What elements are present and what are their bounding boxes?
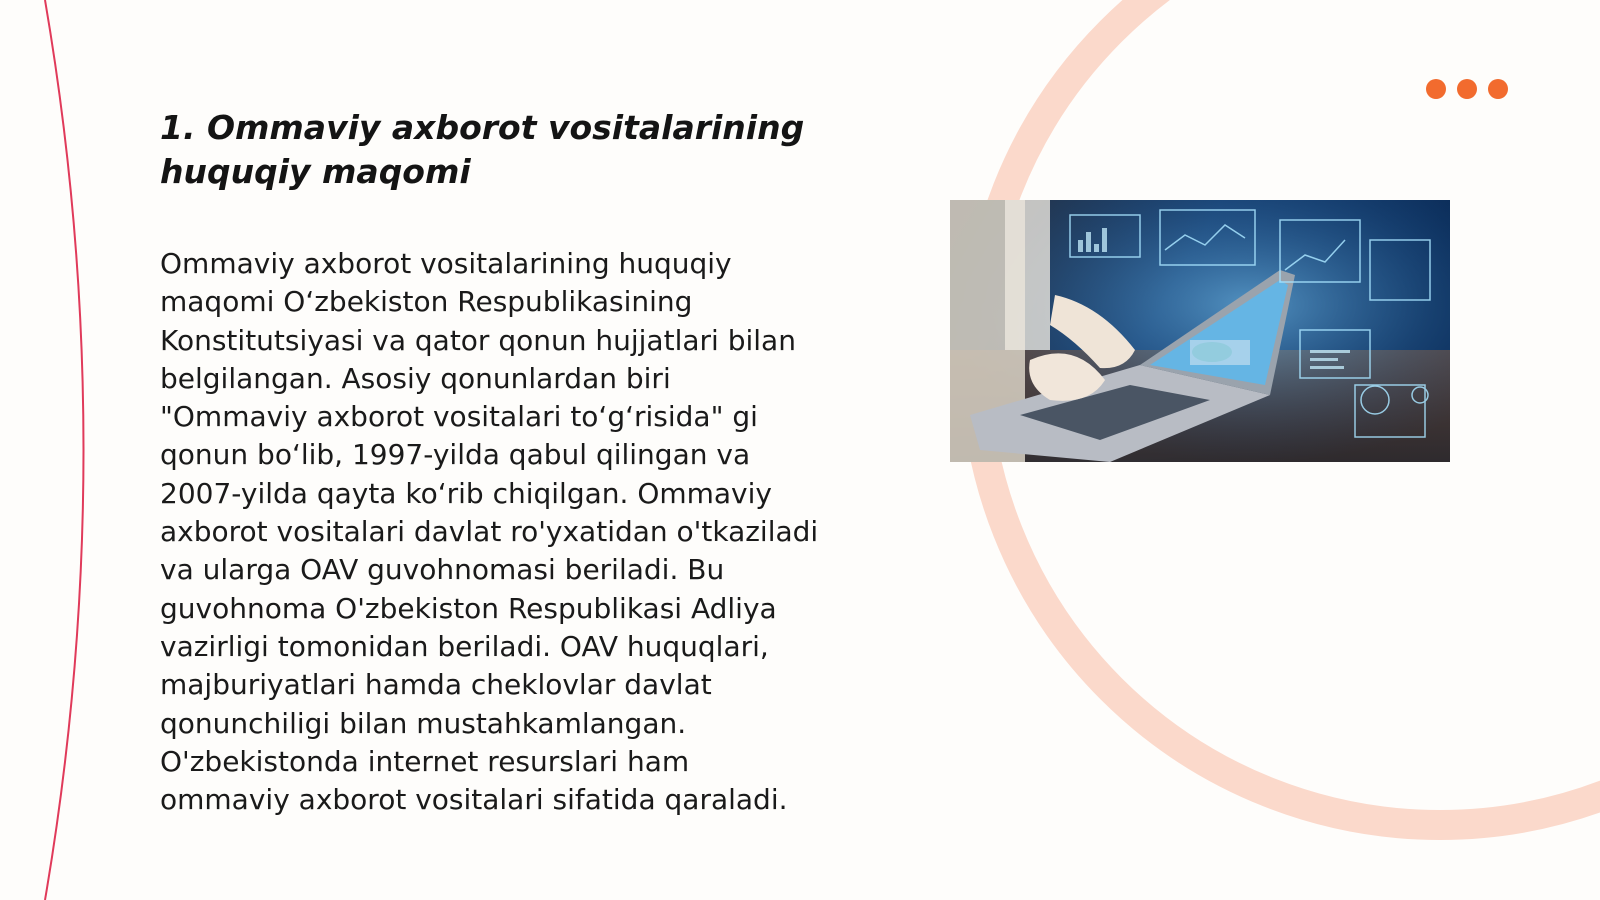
dot-2: [1457, 79, 1477, 99]
dot-1: [1426, 79, 1446, 99]
slide-body-text: Ommaviy axborot vositalarining huquqiy maqomi O‘zbekiston Respublikasining Konstitutsiyasi va qator qonun hujjatlari bilan belgilangan. Asosiy qonunlardan biri "Ommaviy axborot vositalari to‘g‘risida" gi qonun bo‘lib, 1997-yilda qabul qilingan va 2007-yilda qayta ko‘rib chiqilgan. Ommaviy axborot vositalari davlat ro'yxatidan o'tkaziladi va ularga OAV guvohnomasi beriladi. Bu guvohnoma O'zbekiston Respublikasi Adliya vazirligi tomonidan beriladi. OAV huquqlari, majburiyatlari hamda cheklovlar davlat qonunchiligi bilan mustahkamlangan. O'zbekistonda internet resurslari ham ommaviy axborot vositalari sifatida qaraladi.: [160, 247, 819, 817]
laptop-hands-digital-interface-image: [950, 200, 1450, 462]
dot-3: [1488, 79, 1508, 99]
menu-dots: [1426, 79, 1508, 99]
slide-title: 1. Ommaviy axborot vositalarining huquqiy maqomi: [160, 108, 805, 191]
left-accent-curve: [45, 0, 84, 900]
